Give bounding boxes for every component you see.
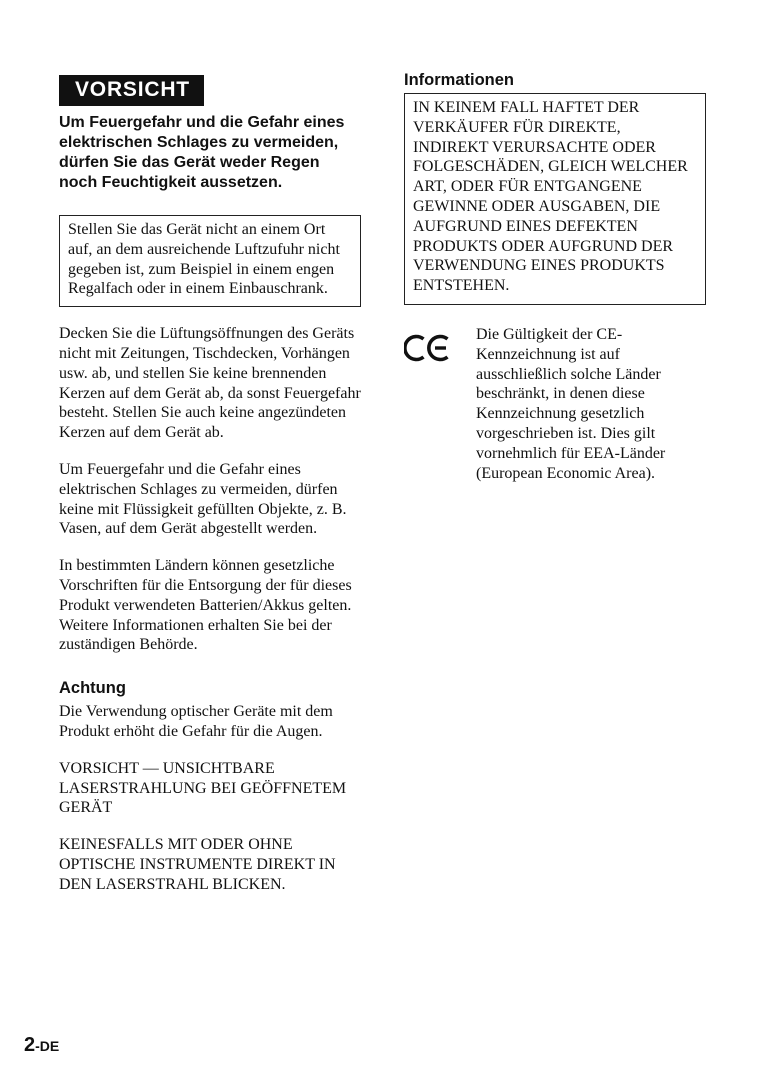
paragraph-ventilation: Decken Sie die Lüftungsöffnungen des Geräts nicht mit Zeitungen, Tischdecken, Vorhängen usw. ab, und stellen Sie keine brennenden Kerzen auf dem Gerät ab, da sonst Feuergefahr besteht. Stellen Sie auch keine angezündeten Kerzen auf dem Gerät ab.: [59, 325, 361, 442]
informationen-heading: Informationen: [404, 71, 514, 89]
ce-section: [404, 325, 706, 483]
laser-warning-1: VORSICHT — UNSICHTBARE LASERSTRAHLUNG BEI GEÖFFNETEM GERÄT: [59, 759, 347, 817]
achtung-text: Die Verwendung optischer Geräte mit dem Produkt erhöht die Gefahr für die Augen.: [59, 703, 333, 740]
paragraph-batteries: In bestimmten Ländern können gesetzliche Vorschriften für die Entsorgung der für dieses Produkt verwendeten Batterien/Akkus gelten. Weitere Informationen erhalten Sie bei der zuständigen Behörde.: [59, 557, 352, 654]
right-column: [404, 70, 706, 483]
page-number: [24, 1034, 59, 1057]
laser-warning-2: KEINESFALLS MIT ODER OHNE OPTISCHE INSTRUMENTE DIREKT IN DEN LASERSTRAHL BLICKEN.: [59, 836, 336, 893]
warning-text: Um Feuergefahr und die Gefahr eines elektrischen Schlages zu vermeiden, dürfen Sie das Gerät weder Regen noch Feuchtigkeit aussetzen.: [59, 114, 345, 191]
left-column: [59, 75, 361, 895]
liability-disclaimer-box: IN KEINEM FALL HAFTET DER VERKÄUFER FÜR DIREKTE, INDIREKT VERURSACHTE ODER FOLGESCHÄDEN, GLEICH WELCHER ART, ODER FÜR ENTGANGENE GEWINNE ODER AUSGABEN, DIE AUFGRUND EINES DEFEKTEN PRODUKTS ODER AUFGRUND DER VERWENDUNG EINES PRODUKTS ENTSTEHEN.: [404, 93, 706, 305]
warning-badge: VORSICHT: [59, 75, 204, 106]
page-number-value: 2: [24, 1034, 36, 1056]
ventilation-note-box: Stellen Sie das Gerät nicht an einem Ort auf, an dem ausreichende Luftzufuhr nicht gegeben ist, zum Beispiel in einem engen Regalfach oder in einem Einbauschrank.: [59, 215, 361, 307]
ce-mark-icon: [404, 325, 476, 483]
page-language-suffix: -DE: [35, 1038, 60, 1054]
achtung-heading: Achtung: [59, 679, 126, 698]
ce-mark-text: Die Gültigkeit der CE-Kennzeichnung ist auf ausschließlich solche Länder beschränkt, in denen diese Kennzeichnung gesetzlich vorgeschrieben ist. Dies gilt vornehmlich für EEA-Länder (European Economic Area).: [476, 325, 666, 482]
paragraph-liquids: Um Feuergefahr und die Gefahr eines elektrischen Schlages zu vermeiden, dürfen keine mit Flüssigkeit gefüllten Objekte, z. B. Vasen, auf dem Gerät abgestellt werden.: [59, 460, 347, 538]
